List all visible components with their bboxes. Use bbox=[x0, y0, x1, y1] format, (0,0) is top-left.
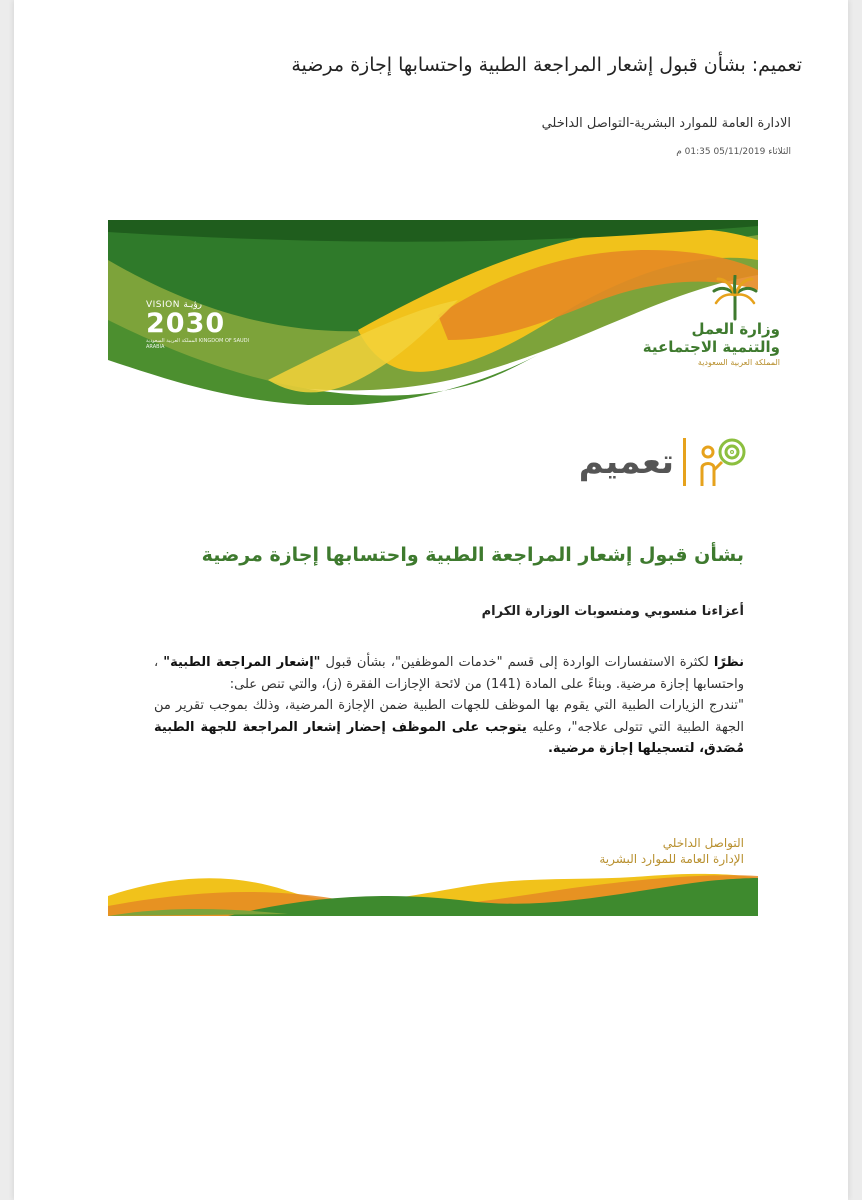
ministry-logo bbox=[620, 275, 780, 375]
circular-word: تعميم bbox=[578, 442, 674, 482]
vision-label: VISION رؤيـة bbox=[146, 300, 203, 310]
greeting: أعزاءنا منسوبي ومنسوبات الوزارة الكرام bbox=[481, 604, 744, 619]
vision-2030-logo bbox=[146, 300, 256, 360]
email-sender: الادارة العامة للموارد البشرية-التواصل الداخلي bbox=[541, 116, 791, 131]
document-page bbox=[14, 0, 848, 1200]
palm-emblem-icon bbox=[712, 275, 758, 321]
footer-waves-graphic bbox=[108, 866, 758, 916]
signature-line1: التواصل الداخلي bbox=[662, 836, 744, 850]
body-text-1: لكثرة الاستفسارات الواردة إلى قسم "خدمات الموظفين"، بشأن قبول bbox=[320, 655, 714, 670]
circular-logo bbox=[548, 430, 748, 490]
body-bold-notice: "إشعار المراجعة الطبية" bbox=[163, 655, 321, 670]
ministry-name-line2: والتنمية الاجتماعية bbox=[642, 338, 780, 356]
body-paragraph bbox=[154, 652, 744, 760]
body-bold-requirement: يتوجب على الموظف إحضار إشعار المراجعة للجهة الطبية مُصَدق، لتسجيلها إجازة مرضية. bbox=[154, 719, 744, 756]
vision-subtitle: المملكة العربية السعودية KINGDOM OF SAUDI ARABIA bbox=[146, 338, 250, 350]
email-date: الثلاثاء 05/11/2019 01:35 م bbox=[676, 147, 791, 157]
document-title: بشأن قبول إشعار المراجعة الطبية واحتسابها إجازة مرضية bbox=[201, 544, 744, 566]
logo-divider bbox=[683, 438, 686, 486]
signature bbox=[344, 835, 744, 867]
ministry-country: المملكة العربية السعودية bbox=[697, 358, 780, 367]
body-text-3: "تندرج الزيارات الطبية التي يقوم بها الموظف للجهات الطبية ضمن الإجازة المرضية، وذلك بموجب تقرير من الجهة الطبية التي تتولى علاجه"، وعليه bbox=[154, 698, 744, 735]
signature-line2: الإدارة العامة للموارد البشرية bbox=[599, 852, 744, 866]
body-text-2: ، واحتسابها إجازة مرضية. وبناءً على المادة (141) من لائحة الإجازات الفقرة (ز)، والتي تنص على: bbox=[154, 655, 744, 692]
body-bold-intro: نظرًا bbox=[713, 655, 745, 670]
vision-year: 2030 bbox=[146, 308, 226, 339]
ministry-name-line1: وزارة العمل bbox=[691, 320, 780, 338]
announcement-person-icon bbox=[694, 430, 748, 490]
footer-banner bbox=[108, 866, 758, 916]
email-subject: تعميم: بشأن قبول إشعار المراجعة الطبية واحتسابها إجازة مرضية bbox=[291, 54, 802, 76]
